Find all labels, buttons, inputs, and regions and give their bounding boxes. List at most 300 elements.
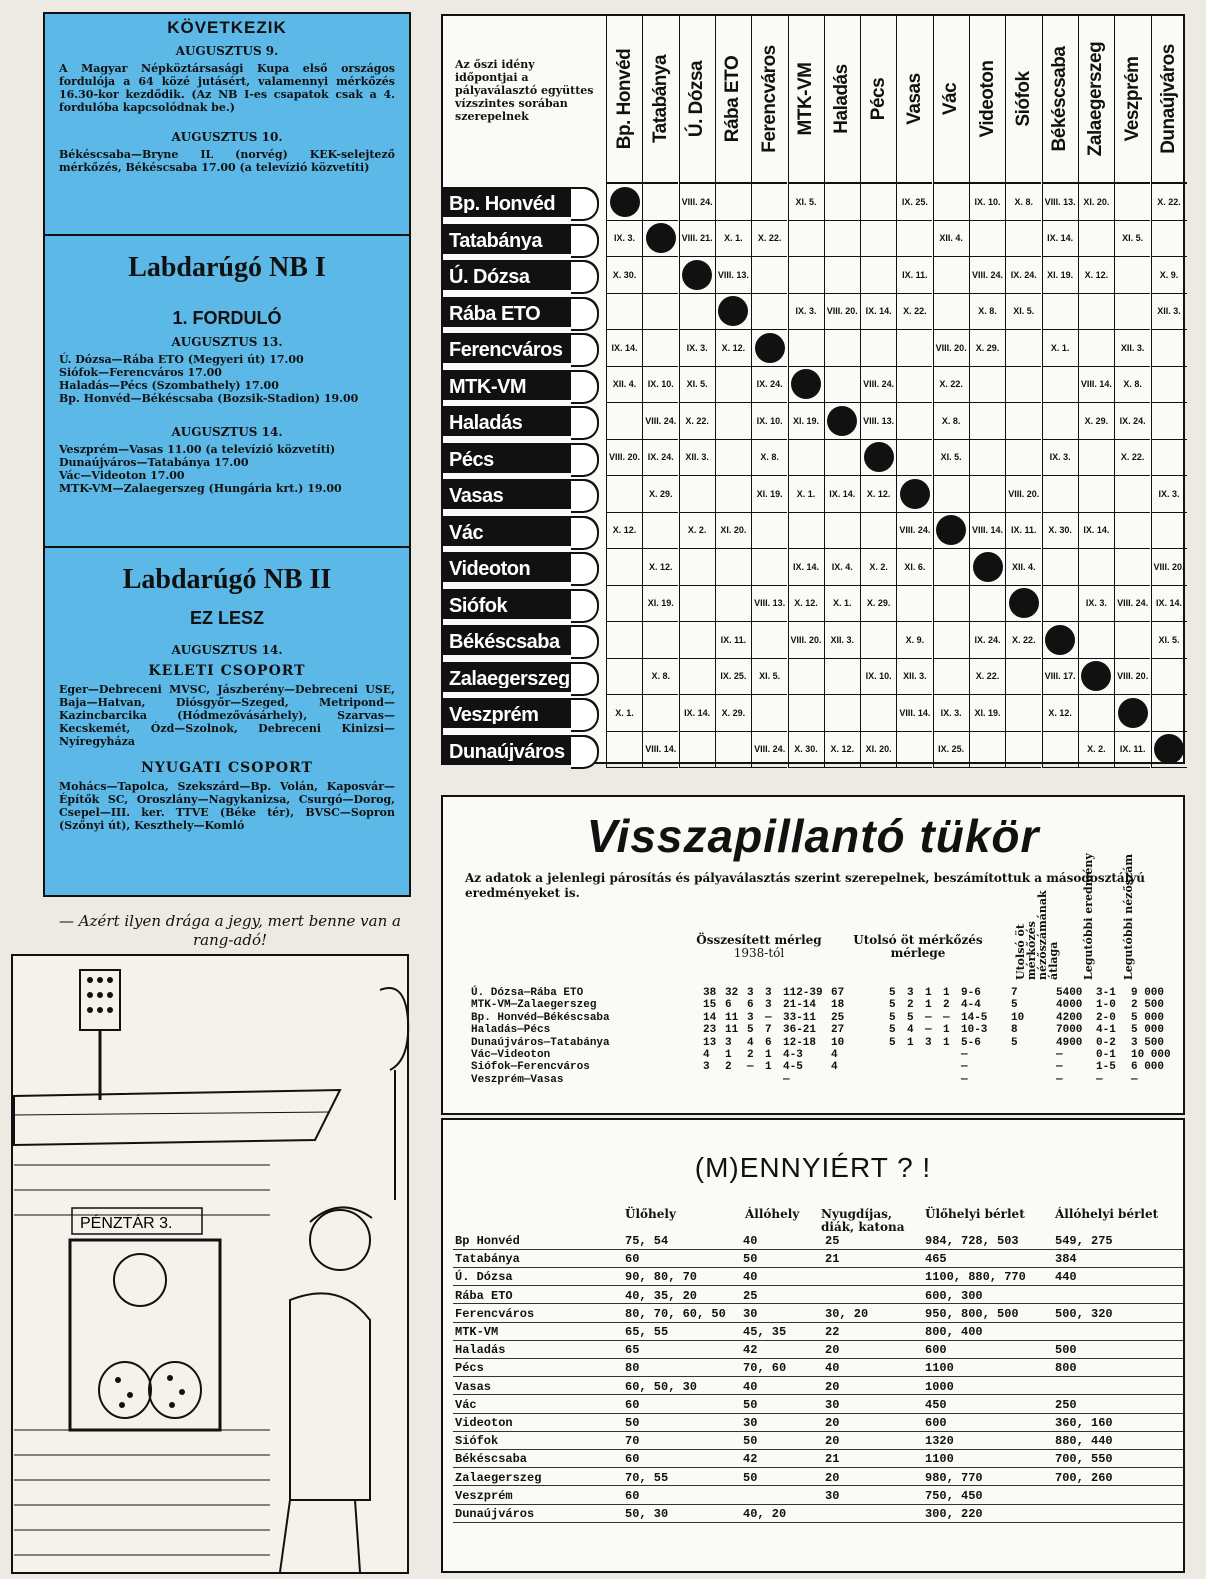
matrix-cell-date: X. 29. — [969, 330, 1005, 367]
prices-value: 984, 728, 503 — [925, 1234, 1019, 1248]
prices-value: 1100, 880, 770 — [925, 1270, 1026, 1285]
nb2-title: Labdarúgó NB II — [122, 564, 332, 595]
prices-row — [453, 1250, 1183, 1268]
matrix-cell-date: VIII. 24. — [860, 367, 896, 404]
history-total-value: 32 — [725, 987, 739, 999]
matrix-cell-date — [715, 549, 751, 586]
matrix-row-pill — [441, 443, 599, 473]
matrix-cell-date: X. 12. — [1078, 257, 1114, 294]
prices-value: 45, 35 — [743, 1325, 787, 1339]
matrix-cell-date — [1042, 476, 1078, 513]
matrix-col-label: Zalaegerszeg — [1085, 41, 1107, 157]
prices-value: 70, 60 — [743, 1361, 787, 1376]
prices-value: 50, 30 — [625, 1507, 669, 1521]
history-row — [471, 1049, 1171, 1061]
prices-value: 384 — [1055, 1252, 1077, 1267]
matrix-cell-date: IX. 25. — [896, 184, 932, 221]
matrix-cell-date — [969, 476, 1005, 513]
prices-row — [453, 1287, 1183, 1305]
history-total-value: 4-3 — [783, 1049, 803, 1061]
prices-row — [453, 1396, 1183, 1414]
matrix-row-header — [443, 440, 606, 477]
prices-row — [453, 1469, 1183, 1487]
prices-row — [453, 1232, 1183, 1250]
matrix-cell-date: VIII. 20. — [824, 294, 860, 331]
matrix-cell-date: IX. 14. — [860, 294, 896, 331]
matrix-cell-date: IX. 10. — [860, 659, 896, 696]
history-last5-value: 4 — [907, 1024, 914, 1037]
matrix-cell-date — [679, 476, 715, 513]
matrix-cell-date — [1078, 440, 1114, 477]
matrix-cell-date — [606, 586, 642, 623]
prices-value: 21 — [825, 1452, 840, 1467]
history-crowd: 9 000 — [1131, 987, 1165, 999]
history-crowd: 5 000 — [1131, 1011, 1165, 1024]
matrix-row-label: Dunaújváros — [447, 739, 581, 761]
prices-row — [453, 1341, 1183, 1359]
matrix-cell-date — [896, 586, 932, 623]
matrix-cell-date — [933, 184, 969, 221]
matrix-row-label: MTK-VM — [447, 374, 581, 396]
matrix-diagonal-dot — [827, 406, 857, 436]
history-crowd: 10 000 — [1131, 1049, 1171, 1061]
matrix-row-pill — [441, 552, 599, 582]
matrix-cell-date — [824, 513, 860, 550]
history-result: 0-1 — [1096, 1049, 1116, 1061]
prices-value: 600, 300 — [925, 1288, 983, 1303]
matrix-cell-date — [788, 659, 824, 696]
matrix-cell-date: X. 29. — [1078, 403, 1114, 440]
history-total-value: 25 — [831, 1011, 845, 1024]
matrix-cell-self — [860, 440, 896, 477]
history-total-value: 11 — [725, 1024, 739, 1037]
matrix-cell-date: X. 12. — [1042, 695, 1078, 732]
matrix-diagonal-dot — [864, 442, 894, 472]
prices-row — [453, 1450, 1183, 1468]
matrix-cell-date — [606, 294, 642, 331]
header-total — [679, 934, 839, 960]
matrix-cell-self — [1042, 622, 1078, 659]
matrix-cell-date: VIII. 13. — [715, 257, 751, 294]
matrix-cell-self — [824, 403, 860, 440]
history-total-value: — — [765, 1011, 772, 1024]
prices-value: 1320 — [925, 1434, 954, 1449]
prices-team: Haladás — [455, 1343, 506, 1358]
matrix-diagonal-dot — [1009, 588, 1039, 618]
matrix-cell-date: X. 22. — [933, 367, 969, 404]
matrix-cell-date: XI. 20. — [860, 732, 896, 769]
matrix-cell-date: X. 30. — [606, 257, 642, 294]
history-total-value: 3 — [725, 1036, 732, 1049]
prices-team: MTK-VM — [455, 1325, 499, 1339]
matrix-row-label: Zalaegerszeg — [447, 666, 581, 688]
matrix-cell-date — [1005, 403, 1041, 440]
history-avg: 4000 — [1056, 999, 1083, 1012]
matrix-cell-self — [1078, 659, 1114, 696]
history-total-value: 18 — [831, 999, 845, 1012]
header-result: Legutóbbi eredmény — [1082, 853, 1095, 980]
matrix-cell-date — [1114, 622, 1150, 659]
history-total-value: 6 — [765, 1036, 772, 1049]
history-avg: 7000 — [1056, 1024, 1083, 1037]
matrix-cell-date — [1151, 695, 1187, 732]
matrix-cell-date — [751, 257, 787, 294]
matrix-row-label: Ferencváros — [447, 337, 581, 359]
history-result: 2-0 — [1096, 1011, 1116, 1024]
matrix-cell-date: X. 22. — [896, 294, 932, 331]
history-pair: Haladás—Pécs — [471, 1024, 551, 1037]
prices-team: Rába ETO — [455, 1288, 513, 1303]
prices-row — [453, 1378, 1183, 1396]
matrix-row-pill — [441, 735, 599, 765]
matrix-col-label: MTK-VM — [795, 62, 816, 136]
matrix-cell-date — [860, 330, 896, 367]
history-pair: MTK-VM—Zalaegerszeg — [471, 999, 597, 1012]
prices-value: 440 — [1055, 1270, 1077, 1285]
prices-value: 25 — [825, 1234, 840, 1248]
matrix-cell-date: XI. 5. — [1151, 622, 1187, 659]
history-avg: — — [1056, 1061, 1063, 1074]
history-pair: Veszprém—Vasas — [471, 1073, 564, 1086]
history-total-value: 27 — [831, 1024, 845, 1037]
matrix-cell-date: IX. 24. — [1005, 257, 1041, 294]
history-total-value: 3 — [765, 987, 772, 999]
matrix-cell-date — [1042, 403, 1078, 440]
history-total-value: — — [783, 1073, 790, 1086]
history-total-value: 112-39 — [783, 987, 823, 999]
matrix-cell-date — [751, 549, 787, 586]
nb2-west-text: Mohács—Tapolca, Szekszárd—Bp. Volán, Kaposvár—Építők SC, Oroszlány—Nagykanizsa, Csurgó—Dorog, Csepel—III. ker. TTVE (Béke tér), BVSC—Sopron (Szőnyi út), Keszthely—Komló — [59, 780, 395, 832]
matrix-row-label: Siófok — [447, 593, 581, 615]
history-total-value: 6 — [725, 999, 732, 1012]
matrix-diagonal-dot — [1118, 698, 1148, 728]
matrix-cell-date: XI. 20. — [1078, 184, 1114, 221]
matrix-cell-date: X. 30. — [1042, 513, 1078, 550]
prices-team: Zalaegerszeg — [455, 1470, 542, 1485]
matrix-cell-date: XII. 4. — [606, 367, 642, 404]
matrix-cell-date — [933, 549, 969, 586]
matrix-cell-date — [1078, 476, 1114, 513]
matrix-cell-self — [896, 476, 932, 513]
matrix-cell-date: X. 1. — [715, 221, 751, 258]
nb1-match: Ú. Dózsa—Rába ETO (Megyeri út) 17.00 — [59, 353, 304, 366]
matrix-cell-date: X. 12. — [860, 476, 896, 513]
history-pair: Bp. Honvéd—Békéscsaba — [471, 1011, 610, 1024]
matrix-cell-date: XI. 19. — [969, 695, 1005, 732]
matrix-cell-date: XI. 5. — [788, 184, 824, 221]
matrix-col-header — [969, 16, 1005, 184]
history-result: 3-1 — [1096, 987, 1116, 999]
matrix-cell-date — [1078, 695, 1114, 732]
matrix-cell-date — [1151, 221, 1187, 258]
prices-value: 90, 80, 70 — [625, 1270, 698, 1285]
matrix-cell-date: IX. 14. — [1078, 513, 1114, 550]
matrix-cell-self — [751, 330, 787, 367]
matrix-cell-date — [933, 257, 969, 294]
matrix-cell-date — [679, 294, 715, 331]
prices-value: 465 — [925, 1252, 947, 1267]
history-result: 1-0 — [1096, 999, 1116, 1012]
matrix-cell-date: VIII. 17. — [1042, 659, 1078, 696]
history-last5-value: 5-6 — [961, 1036, 981, 1049]
matrix-cell-date: XI. 20. — [715, 513, 751, 550]
prices-value: 65 — [625, 1343, 640, 1358]
matrix-diagonal-dot — [973, 552, 1003, 582]
history-total-value: 38 — [703, 987, 717, 999]
history-last5-value: 14-5 — [961, 1011, 988, 1024]
prices-value: 450 — [925, 1397, 947, 1412]
history-total-value: 13 — [703, 1036, 717, 1049]
matrix-row-pill — [441, 406, 599, 436]
history-total-value: 23 — [703, 1024, 717, 1037]
history-total-value: 21-14 — [783, 999, 817, 1012]
matrix-cell-self — [606, 184, 642, 221]
prices-value: 25 — [743, 1288, 758, 1303]
matrix-cell-date — [606, 732, 642, 769]
history-last5-value: — — [961, 1073, 968, 1086]
matrix-cell-date — [642, 184, 678, 221]
matrix-col-label: Ferencváros — [758, 45, 780, 153]
history-row — [471, 999, 1171, 1011]
matrix-col-label: Békéscsaba — [1049, 46, 1071, 152]
matrix-row-header — [443, 622, 606, 659]
history-last5-value: 10-3 — [961, 1024, 988, 1037]
matrix-cell-self — [715, 294, 751, 331]
prices-value: 800, 400 — [925, 1325, 983, 1339]
matrix-col-header — [1005, 16, 1041, 184]
matrix-col-label: Vác — [940, 82, 962, 116]
history-last5-value: 1 — [943, 987, 950, 999]
history-last5-value: 9-6 — [961, 987, 981, 999]
matrix-diagonal-dot — [1081, 661, 1111, 691]
prices-value: 950, 800, 500 — [925, 1306, 1019, 1321]
matrix-row-label: Bp. Honvéd — [447, 191, 581, 213]
prices-team: Ú. Dózsa — [455, 1270, 513, 1285]
prices-value: 60 — [625, 1252, 640, 1267]
history-last5-value: — — [925, 1024, 932, 1037]
history-total-value: 4 — [831, 1061, 838, 1074]
matrix-cell-date — [896, 403, 932, 440]
matrix-cell-date — [606, 403, 642, 440]
matrix-cell-date — [824, 695, 860, 732]
matrix-cell-date: X. 22. — [969, 659, 1005, 696]
history-total-value: 1 — [765, 1061, 772, 1074]
matrix-col-header — [715, 16, 751, 184]
matrix-cell-date — [1151, 659, 1187, 696]
matrix-cell-date — [642, 330, 678, 367]
prices-row — [453, 1432, 1183, 1450]
history-crowd: 2 500 — [1131, 999, 1165, 1012]
prices-value: 1000 — [925, 1379, 954, 1394]
matrix-cell-date — [788, 330, 824, 367]
matrix-col-label: Videoton — [976, 60, 998, 138]
nb1-match: Vác—Videoton 17.00 — [59, 469, 185, 482]
matrix-row-header — [443, 257, 606, 294]
matrix-cell-date — [751, 184, 787, 221]
history-last5-value: 5 — [889, 1036, 896, 1049]
history-last5-value: — — [925, 1011, 932, 1024]
matrix-row-header — [443, 221, 606, 258]
prices-value: 42 — [743, 1452, 758, 1467]
history-last5-value: 1 — [925, 999, 932, 1012]
matrix-cell-date: VIII. 20. — [933, 330, 969, 367]
matrix-cell-date — [642, 513, 678, 550]
matrix-cell-date: X. 8. — [751, 440, 787, 477]
prices-value: 60 — [625, 1452, 640, 1467]
prices-header: Állóhely — [745, 1207, 800, 1221]
matrix-cell-date — [1151, 330, 1187, 367]
matrix-cell-date — [824, 367, 860, 404]
history-last5-value: — — [961, 1061, 968, 1074]
matrix-cell-date — [715, 184, 751, 221]
prices-row — [453, 1414, 1183, 1432]
history-avg: — — [1056, 1049, 1063, 1061]
matrix-cell-date: IX. 24. — [642, 440, 678, 477]
matrix-cell-date — [788, 221, 824, 258]
matrix-cell-date — [642, 695, 678, 732]
prices-value: 70, 55 — [625, 1470, 669, 1485]
header-avg: Utolsó öt mérkőzés nézőszámának átlaga — [1014, 890, 1060, 980]
history-row — [471, 1061, 1171, 1073]
matrix-row-header — [443, 586, 606, 623]
matrix-row-label: Rába ETO — [447, 301, 581, 323]
matrix-col-header — [788, 16, 824, 184]
history-total-value: 6 — [747, 999, 754, 1012]
matrix-cell-date: X. 29. — [860, 586, 896, 623]
matrix-cell-date — [933, 294, 969, 331]
history-total-value: 5 — [747, 1024, 754, 1037]
history-total-value: 36-21 — [783, 1024, 817, 1037]
next-date-2: AUGUSZTUS 10. — [171, 130, 283, 144]
matrix-cell-date — [824, 330, 860, 367]
history-total-value: 2 — [725, 1061, 732, 1074]
matrix-cell-date: VIII. 24. — [969, 257, 1005, 294]
prices-value: 40 — [743, 1379, 758, 1394]
matrix-cell-date: IX. 11. — [1114, 732, 1150, 769]
nb2-subtitle: EZ LESZ — [189, 608, 264, 628]
history-last5-value: 3 — [925, 1036, 932, 1049]
matrix-cell-date — [715, 440, 751, 477]
matrix-cell-date: IX. 11. — [1005, 513, 1041, 550]
matrix-row-header — [443, 367, 606, 404]
prices-value: 50 — [625, 1416, 640, 1430]
history-last5-value: — — [943, 1011, 950, 1024]
prices-value: 30 — [825, 1397, 840, 1412]
history-last5-value: 1 — [943, 1036, 950, 1049]
history-row — [471, 1037, 1171, 1049]
matrix-col-label: Rába ETO — [722, 55, 744, 143]
history-crowd: — — [1131, 1073, 1138, 1086]
prices-value: 549, 275 — [1055, 1234, 1113, 1248]
matrix-cell-date — [933, 476, 969, 513]
matrix-cell-date — [969, 440, 1005, 477]
matrix-cell-date — [969, 732, 1005, 769]
history-crowd: 3 500 — [1131, 1036, 1165, 1049]
cartoon-sign: PÉNZTÁR 3. — [80, 1215, 173, 1232]
matrix-cell-date: X. 2. — [1078, 732, 1114, 769]
matrix-cell-date: X. 1. — [788, 476, 824, 513]
nb1-match: Dunaújváros—Tatabánya 17.00 — [59, 456, 249, 469]
matrix-cell-date — [824, 221, 860, 258]
matrix-cell-date: XI. 19. — [642, 586, 678, 623]
matrix-cell-date: VIII. 14. — [896, 695, 932, 732]
matrix-col-header — [679, 16, 715, 184]
matrix-cell-date: XI. 5. — [751, 659, 787, 696]
matrix-cell-date — [679, 586, 715, 623]
nb1-match: Veszprém—Vasas 11.00 (a televízió közvetíti) — [59, 443, 336, 456]
matrix-cell-date: XI. 5. — [1005, 294, 1041, 331]
history-result: — — [1096, 1073, 1103, 1086]
next-text-2: Békéscsaba—Bryne IL (norvég) KEK-selejtező mérkőzés, Békéscsaba 17.00 (a televízió közvetíti) — [59, 148, 395, 174]
history-avg: 5400 — [1056, 987, 1083, 999]
matrix-cell-date — [1042, 367, 1078, 404]
matrix-cell-date — [860, 221, 896, 258]
matrix-cell-date: VIII. 24. — [1114, 586, 1150, 623]
matrix-cell-date: IX. 14. — [788, 549, 824, 586]
history-total-value: 7 — [765, 1024, 772, 1037]
matrix-row-pill — [441, 479, 599, 509]
prices-team: Vasas — [455, 1379, 492, 1394]
matrix-cell-self — [679, 257, 715, 294]
matrix-cell-date: IX. 14. — [606, 330, 642, 367]
prices-value: 30, 20 — [825, 1306, 869, 1321]
history-total-value: 4 — [703, 1049, 710, 1061]
prices-value: 250 — [1055, 1397, 1077, 1412]
matrix-cell-date: XI. 19. — [1042, 257, 1078, 294]
history-last5-value: 3 — [907, 987, 914, 999]
matrix-cell-date: IX. 11. — [896, 257, 932, 294]
matrix-col-label: Veszprém — [1121, 56, 1143, 142]
prices-value: 20 — [825, 1379, 840, 1394]
prices-value: 40 — [743, 1270, 758, 1285]
prices-panel — [441, 1118, 1185, 1573]
matrix-intro: Az őszi idény időpontjai a pályaválasztó együttes vízszintes sorában szerepelnek — [455, 58, 594, 123]
prices-team: Pécs — [455, 1361, 484, 1376]
prices-value: 20 — [825, 1343, 840, 1358]
nb2-section — [45, 548, 409, 836]
matrix-row-header — [443, 695, 606, 732]
matrix-cell-date — [606, 549, 642, 586]
matrix-cell-date: X. 22. — [1114, 440, 1150, 477]
matrix-cell-date: XII. 3. — [1114, 330, 1150, 367]
prices-value: 60 — [625, 1488, 640, 1503]
nb1-title: Labdarúgó NB I — [128, 252, 326, 283]
history-last5-value: 10 — [1011, 1011, 1025, 1024]
prices-row — [453, 1487, 1183, 1505]
matrix-cell-date: XII. 3. — [896, 659, 932, 696]
matrix-row-header — [443, 659, 606, 696]
matrix-cell-date: VIII. 13. — [1042, 184, 1078, 221]
history-total-value: 2 — [747, 1049, 754, 1061]
history-total-value: 3 — [765, 999, 772, 1012]
history-last5-value: 7 — [1011, 987, 1018, 999]
matrix-cell-date: IX. 3. — [606, 221, 642, 258]
matrix-cell-date: IX. 24. — [1114, 403, 1150, 440]
history-last5-value: 5 — [889, 1011, 896, 1024]
matrix-cell-date — [933, 586, 969, 623]
matrix-col-label: Vasas — [903, 73, 925, 125]
matrix-cell-date: X. 29. — [642, 476, 678, 513]
matrix-cell-date — [606, 659, 642, 696]
matrix-cell-date: X. 1. — [1042, 330, 1078, 367]
history-avg: 4200 — [1056, 1011, 1083, 1024]
prices-value: 50 — [743, 1470, 758, 1485]
matrix-cell-date — [1151, 367, 1187, 404]
nb1-section — [45, 236, 409, 548]
prices-team: Békéscsaba — [455, 1452, 528, 1467]
matrix-row-header — [443, 294, 606, 331]
prices-value: 42 — [743, 1343, 758, 1358]
